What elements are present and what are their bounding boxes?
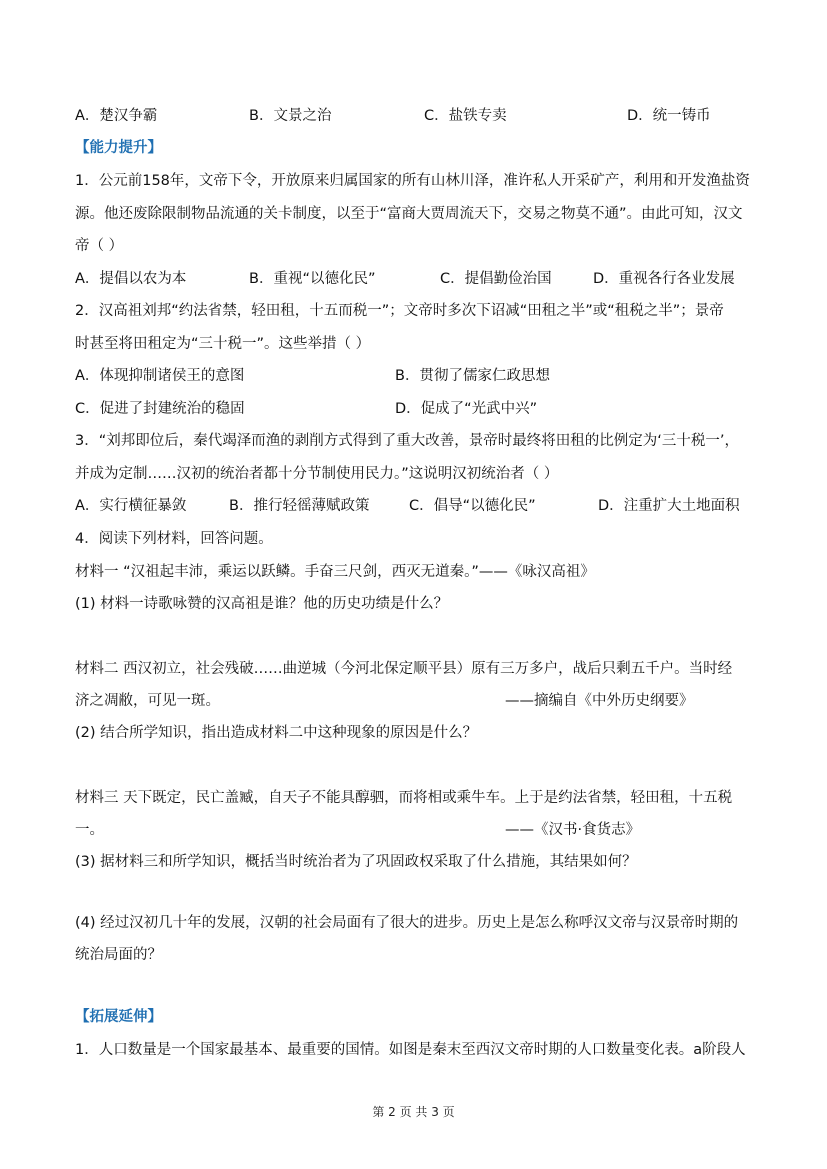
- q4-material2-source: ——摘编自《中外历史纲要》: [505, 693, 694, 709]
- q3-text-line1: 3．“刘邦即位后，秦代竭泽而渔的剥削方式得到了重大改善，景帝时最终将田租的比例定为‘三十税一’，: [75, 433, 739, 449]
- section-title-extension: 【拓展延伸】: [75, 1009, 162, 1025]
- q2-option-c[interactable]: C．促进了封建统治的稳固: [75, 401, 245, 417]
- q4-material3-source: ——《汉书·食货志》: [505, 822, 641, 838]
- q4-material2-line1: 材料二 西汉初立，社会残破……曲逆城（今河北保定顺平县）原有三万多户，战后只剩五千户。当时经: [75, 661, 733, 677]
- q4-material3-line1: 材料三 天下既定，民亡盖臧，自天子不能具醇驷，而将相或乘牛车。上于是约法省禁，轻田租，十五税: [75, 790, 733, 806]
- q3-options: [75, 496, 755, 516]
- q3-option-b[interactable]: B．推行轻徭薄赋政策: [229, 498, 370, 514]
- q3-option-a[interactable]: A．实行横征暴敛: [75, 498, 187, 514]
- q0-option-a[interactable]: A．楚汉争霸: [75, 108, 158, 124]
- q4-material2-line2: 济之凋敝，可见一斑。: [75, 693, 220, 709]
- q4-subquestion3: (3) 据材料三和所学知识，概括当时统治者为了巩固政权采取了什么措施，其结果如何？: [75, 854, 637, 870]
- q3-option-d[interactable]: D．注重扩大土地面积: [598, 498, 740, 514]
- q2-options-row2: [75, 399, 755, 419]
- page-footer: 第 2 页 共 3 页: [372, 1105, 455, 1119]
- q1-option-d[interactable]: D．重视各行各业发展: [593, 271, 735, 287]
- q4-subquestion2: (2) 结合所学知识，指出造成材料二中这种现象的原因是什么？: [75, 725, 478, 741]
- q4-material1: 材料一 “汉祖起丰沛，乘运以跃鳞。手奋三尺剑，西灭无道秦。”——《咏汉高祖》: [75, 564, 595, 580]
- q1-text-line1: 1．公元前158年，文帝下令，开放原来归属国家的所有山林川泽，准许私人开采矿产，利用和开发渔盐资: [75, 173, 750, 189]
- ext-question1-line1: 1．人口数量是一个国家最基本、最重要的国情。如图是秦末至西汉文帝时期的人口数量变化表。a阶段人: [75, 1042, 746, 1058]
- q1-option-b[interactable]: B．重视“以德化民”: [249, 271, 376, 287]
- q0-options: [75, 106, 755, 126]
- q4-intro: 4．阅读下列材料，回答问题。: [75, 531, 273, 547]
- q3-text-line2: 并成为定制……汉初的统治者都十分节制使用民力。”这说明汉初统治者（ ）: [75, 466, 559, 482]
- q1-text-line2: 源。他还废除限制物品流通的关卡制度，以至于“富商大贾周流天下，交易之物莫不通”。由此可知，汉文: [75, 206, 743, 222]
- q0-option-b[interactable]: B．文景之治: [249, 108, 332, 124]
- section-title-ability: 【能力提升】: [75, 140, 162, 156]
- q2-text-line2: 时甚至将田租定为“三十税一”。这些举措（ ）: [75, 336, 371, 352]
- q0-option-c[interactable]: C．盐铁专卖: [424, 108, 507, 124]
- q4-subquestion4-line1: (4) 经过汉初几十年的发展，汉朝的社会局面有了很大的进步。历史上是怎么称呼汉文帝与汉景帝时期的: [75, 915, 739, 931]
- q4-subquestion1: (1) 材料一诗歌咏赞的汉高祖是谁？他的历史功绩是什么？: [75, 596, 449, 612]
- q1-text-line3: 帝（ ）: [75, 238, 124, 254]
- q4-subquestion4-line2: 统治局面的？: [75, 947, 162, 963]
- q2-option-d[interactable]: D．促成了“光武中兴”: [395, 401, 538, 417]
- q1-option-c[interactable]: C．提倡勤俭治国: [440, 271, 552, 287]
- q2-options-row1: [75, 366, 755, 386]
- q1-options: [75, 269, 755, 289]
- q4-material3-line2: 一。: [75, 822, 104, 838]
- q3-option-c[interactable]: C．倡导“以德化民”: [409, 498, 536, 514]
- q2-option-b[interactable]: B．贯彻了儒家仁政思想: [395, 368, 550, 384]
- q0-option-d[interactable]: D．统一铸币: [627, 108, 711, 124]
- q2-option-a[interactable]: A．体现抑制诸侯王的意图: [75, 368, 245, 384]
- q1-option-a[interactable]: A．提倡以农为本: [75, 271, 187, 287]
- q2-text-line1: 2．汉高祖刘邦“约法省禁，轻田租，十五而税一”；文帝时多次下诏减“田租之半”或“租税之半”；景帝: [75, 303, 724, 319]
